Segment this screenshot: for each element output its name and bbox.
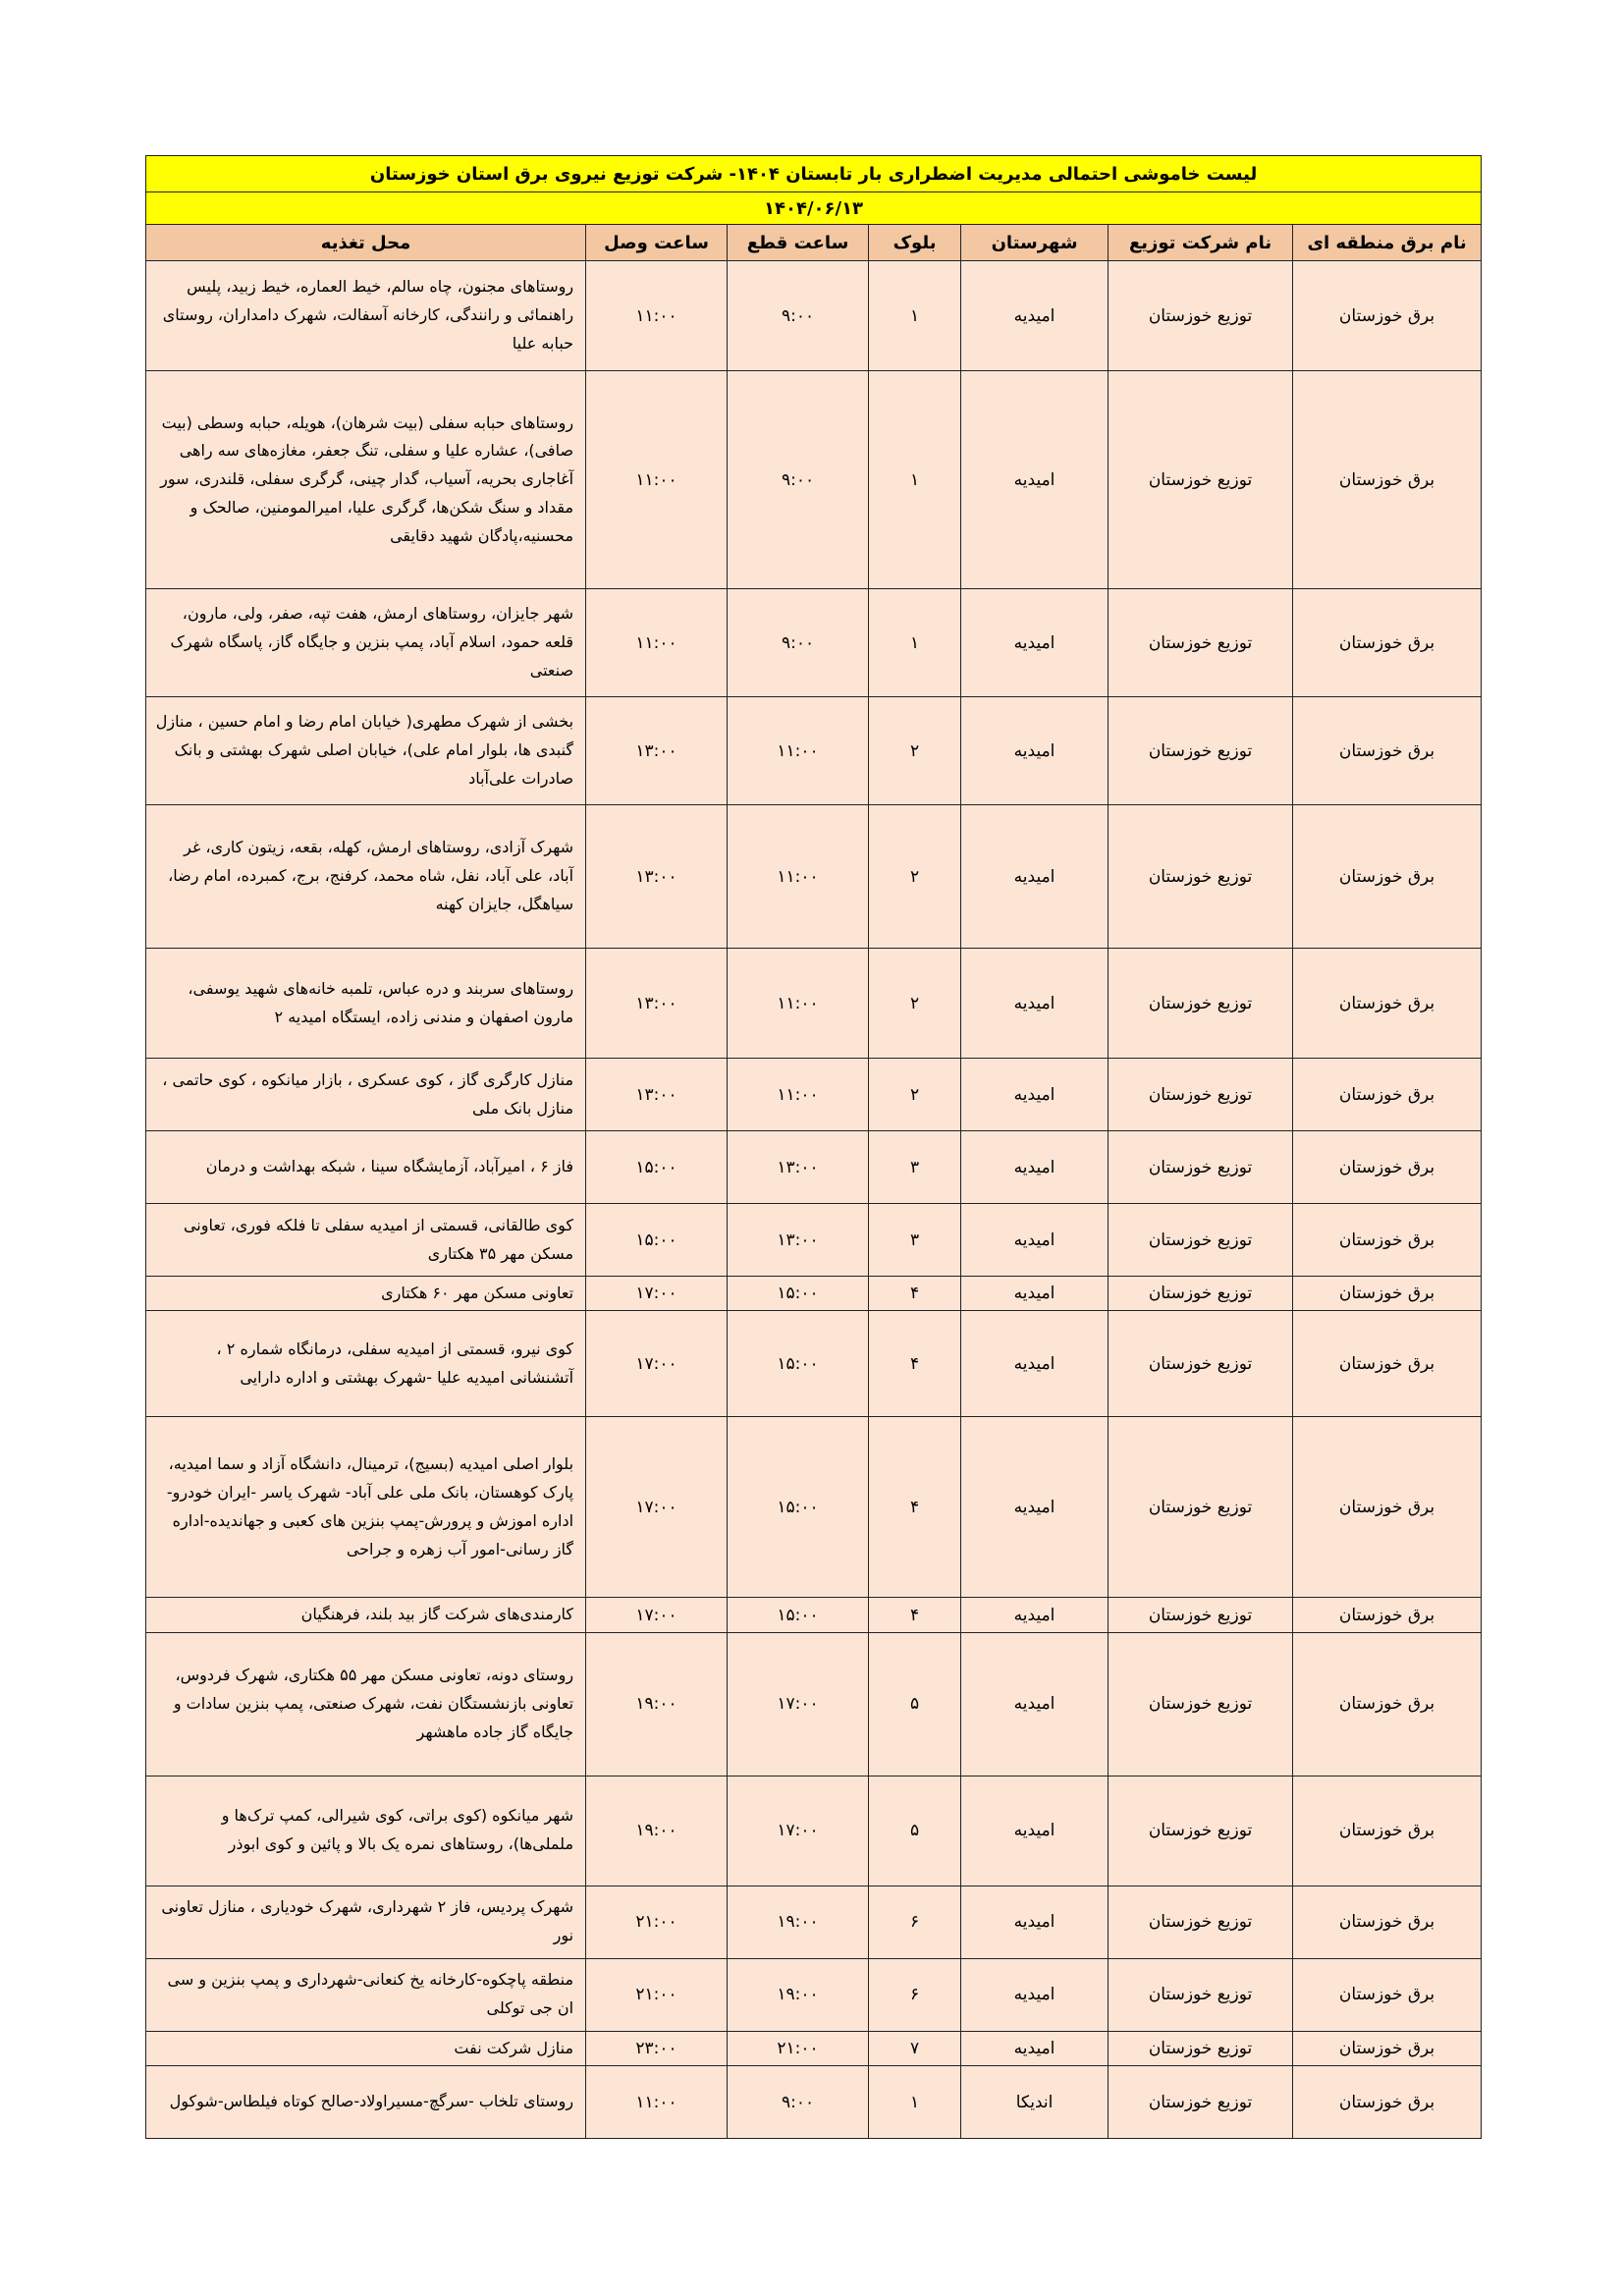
table-row — [146, 2031, 1482, 2065]
table-row — [146, 1311, 1482, 1417]
table-row — [146, 1776, 1482, 1886]
cell-region: برق خوزستان — [1293, 371, 1482, 589]
cell-connect: ۱۱:۰۰ — [586, 261, 728, 371]
cell-cut: ۱۷:۰۰ — [728, 1776, 869, 1886]
cell-city: امیدیه — [961, 1886, 1109, 1958]
cell-region: برق خوزستان — [1293, 697, 1482, 805]
cell-region: برق خوزستان — [1293, 1059, 1482, 1131]
cell-city: امیدیه — [961, 1417, 1109, 1598]
cell-location: منازل کارگری گاز ، کوی عسکری ، بازار میانکوه ، کوی حاتمی ، منازل بانک ملی — [146, 1059, 586, 1131]
cell-connect: ۱۱:۰۰ — [586, 589, 728, 697]
cell-company: توزیع خوزستان — [1109, 949, 1293, 1059]
table-date: ۱۴۰۴/۰۶/۱۳ — [146, 192, 1482, 225]
cell-region: برق خوزستان — [1293, 949, 1482, 1059]
cell-block: ۱ — [869, 261, 961, 371]
cell-region: برق خوزستان — [1293, 2066, 1482, 2139]
cell-block: ۱ — [869, 371, 961, 589]
cell-cut: ۱۵:۰۰ — [728, 1598, 869, 1632]
cell-location: منطقه پاچکوه-کارخانه یخ کنعانی-شهرداری و پمپ بنزین و سی ان جی توکلی — [146, 1958, 586, 2031]
cell-connect: ۱۷:۰۰ — [586, 1277, 728, 1311]
cell-cut: ۱۵:۰۰ — [728, 1417, 869, 1598]
table-row — [146, 2066, 1482, 2139]
cell-company: توزیع خوزستان — [1109, 1311, 1293, 1417]
cell-city: امیدیه — [961, 2031, 1109, 2065]
cell-city: امیدیه — [961, 1958, 1109, 2031]
cell-region: برق خوزستان — [1293, 1598, 1482, 1632]
cell-block: ۴ — [869, 1277, 961, 1311]
cell-block: ۲ — [869, 697, 961, 805]
cell-cut: ۲۱:۰۰ — [728, 2031, 869, 2065]
cell-block: ۳ — [869, 1204, 961, 1277]
table-row — [146, 261, 1482, 371]
cell-block: ۵ — [869, 1632, 961, 1776]
cell-city: امیدیه — [961, 1059, 1109, 1131]
cell-cut: ۹:۰۰ — [728, 371, 869, 589]
header-block: بلوک — [869, 225, 961, 261]
cell-cut: ۹:۰۰ — [728, 2066, 869, 2139]
cell-block: ۳ — [869, 1131, 961, 1204]
cell-location: شهرک پردیس، فاز ۲ شهرداری، شهرک خودیاری ، منازل تعاونی نور — [146, 1886, 586, 1958]
table-row — [146, 1598, 1482, 1632]
cell-company: توزیع خوزستان — [1109, 1277, 1293, 1311]
cell-region: برق خوزستان — [1293, 589, 1482, 697]
cell-block: ۲ — [869, 1059, 961, 1131]
cell-cut: ۹:۰۰ — [728, 589, 869, 697]
cell-connect: ۲۳:۰۰ — [586, 2031, 728, 2065]
cell-company: توزیع خوزستان — [1109, 697, 1293, 805]
cell-region: برق خوزستان — [1293, 805, 1482, 949]
cell-cut: ۱۱:۰۰ — [728, 949, 869, 1059]
cell-city: امیدیه — [961, 1632, 1109, 1776]
cell-cut: ۱۳:۰۰ — [728, 1131, 869, 1204]
cell-block: ۴ — [869, 1311, 961, 1417]
cell-region: برق خوزستان — [1293, 1632, 1482, 1776]
cell-company: توزیع خوزستان — [1109, 1958, 1293, 2031]
cell-block: ۱ — [869, 2066, 961, 2139]
cell-connect: ۱۳:۰۰ — [586, 949, 728, 1059]
cell-company: توزیع خوزستان — [1109, 371, 1293, 589]
cell-city: امیدیه — [961, 697, 1109, 805]
cell-location: شهر جایزان، روستاهای ارمش، هفت تپه، صفر، ولی، مارون، قلعه حمود، اسلام آباد، پمپ بنزین و جایگاه گاز، پاسگاه شهرک صنعتی — [146, 589, 586, 697]
cell-city: اندیکا — [961, 2066, 1109, 2139]
cell-connect: ۱۳:۰۰ — [586, 697, 728, 805]
cell-region: برق خوزستان — [1293, 1886, 1482, 1958]
cell-region: برق خوزستان — [1293, 1204, 1482, 1277]
cell-block: ۲ — [869, 949, 961, 1059]
cell-connect: ۱۳:۰۰ — [586, 1059, 728, 1131]
cell-region: برق خوزستان — [1293, 1958, 1482, 2031]
table-row — [146, 589, 1482, 697]
cell-company: توزیع خوزستان — [1109, 1776, 1293, 1886]
cell-city: امیدیه — [961, 589, 1109, 697]
cell-cut: ۱۱:۰۰ — [728, 697, 869, 805]
cell-block: ۴ — [869, 1417, 961, 1598]
cell-city: امیدیه — [961, 1131, 1109, 1204]
cell-location: روستاهای مجنون، چاه سالم، خیط العماره، خیط زبید، پلیس راهنمائی و رانندگی، کارخانه آسفالت، شهرک دامداران، روستای حبابه علیا — [146, 261, 586, 371]
cell-company: توزیع خوزستان — [1109, 1204, 1293, 1277]
cell-city: امیدیه — [961, 371, 1109, 589]
cell-cut: ۱۱:۰۰ — [728, 805, 869, 949]
cell-city: امیدیه — [961, 1776, 1109, 1886]
cell-city: امیدیه — [961, 805, 1109, 949]
cell-city: امیدیه — [961, 1598, 1109, 1632]
cell-block: ۱ — [869, 589, 961, 697]
cell-block: ۲ — [869, 805, 961, 949]
cell-city: امیدیه — [961, 1204, 1109, 1277]
cell-company: توزیع خوزستان — [1109, 1886, 1293, 1958]
cell-connect: ۱۱:۰۰ — [586, 2066, 728, 2139]
cell-connect: ۱۱:۰۰ — [586, 371, 728, 589]
cell-region: برق خوزستان — [1293, 1277, 1482, 1311]
cell-connect: ۲۱:۰۰ — [586, 1958, 728, 2031]
table-row — [146, 1632, 1482, 1776]
cell-connect: ۱۹:۰۰ — [586, 1776, 728, 1886]
cell-location: روستاهای سربند و دره عباس، تلمبه خانه‌های شهید یوسفی، مارون اصفهان و مندنی زاده، ایستگاه امیدیه ۲ — [146, 949, 586, 1059]
cell-city: امیدیه — [961, 1277, 1109, 1311]
cell-company: توزیع خوزستان — [1109, 1059, 1293, 1131]
cell-region: برق خوزستان — [1293, 1131, 1482, 1204]
cell-block: ۶ — [869, 1958, 961, 2031]
cell-cut: ۱۱:۰۰ — [728, 1059, 869, 1131]
header-cut: ساعت قطع — [728, 225, 869, 261]
header-city: شهرستان — [961, 225, 1109, 261]
header-location: محل تغذیه — [146, 225, 586, 261]
cell-location: روستای تلخاب -سرگچ-مسیراولاد-صالح کوتاه فیلطاس-شوکول — [146, 2066, 586, 2139]
cell-cut: ۱۹:۰۰ — [728, 1958, 869, 2031]
cell-company: توزیع خوزستان — [1109, 589, 1293, 697]
table-row — [146, 1958, 1482, 2031]
cell-location: تعاونی مسکن مهر ۶۰ هکتاری — [146, 1277, 586, 1311]
cell-connect: ۱۵:۰۰ — [586, 1204, 728, 1277]
cell-location: روستاهای حبابه سفلی (بیت شرهان)، هویله، حبابه وسطی (بیت صافی)، عشاره علیا و سفلی، تنگ جعفر، مغازه‌های سه راهی آغاجاری بحریه، آسیاب، گدار چینی، گرگری سفلی، قلندری، سور مقداد و سنگ شکن‌ها، گرگری علیا، امیرالمومنین، صالحک و محسنیه،پادگان شهید دقایقی — [146, 371, 586, 589]
cell-location: روستای دونه، تعاونی مسکن مهر ۵۵ هکتاری، شهرک فردوس، تعاونی بازنشستگان نفت، شهرک صنعتی، پمپ بنزین سادات و جایگاه گاز جاده ماهشهر — [146, 1632, 586, 1776]
table-row — [146, 1059, 1482, 1131]
cell-location: کوی نیرو، قسمتی از امیدیه سفلی، درمانگاه شماره ۲ ، آتشنشانی امیدیه علیا -شهرک بهشتی و اداره دارایی — [146, 1311, 586, 1417]
cell-region: برق خوزستان — [1293, 2031, 1482, 2065]
table-title: لیست خاموشی احتمالی مدیریت اضطراری بار تابستان ۱۴۰۴- شرکت توزیع نیروی برق استان خوزستان — [146, 156, 1482, 192]
cell-company: توزیع خوزستان — [1109, 1632, 1293, 1776]
cell-region: برق خوزستان — [1293, 261, 1482, 371]
cell-region: برق خوزستان — [1293, 1776, 1482, 1886]
cell-connect: ۱۷:۰۰ — [586, 1311, 728, 1417]
cell-region: برق خوزستان — [1293, 1417, 1482, 1598]
cell-region: برق خوزستان — [1293, 1311, 1482, 1417]
cell-block: ۶ — [869, 1886, 961, 1958]
cell-location: کارمندی‌های شرکت گاز بید بلند، فرهنگیان — [146, 1598, 586, 1632]
table-row — [146, 1204, 1482, 1277]
cell-block: ۵ — [869, 1776, 961, 1886]
table-row — [146, 1277, 1482, 1311]
cell-connect: ۱۵:۰۰ — [586, 1131, 728, 1204]
cell-company: توزیع خوزستان — [1109, 1598, 1293, 1632]
cell-location: فاز ۶ ، امیرآباد، آزمایشگاه سینا ، شبکه بهداشت و درمان — [146, 1131, 586, 1204]
table-row — [146, 805, 1482, 949]
cell-city: امیدیه — [961, 949, 1109, 1059]
header-region: نام برق منطقه ای — [1293, 225, 1482, 261]
cell-cut: ۹:۰۰ — [728, 261, 869, 371]
cell-block: ۴ — [869, 1598, 961, 1632]
cell-location: شهر میانکوه (کوی براتی، کوی شیرالی، کمپ ترک‌ها و ململی‌ها)، روستاهای نمره یک بالا و پائین و کوی ابوذر — [146, 1776, 586, 1886]
cell-location: شهرک آزادی، روستاهای ارمش، کهله، بقعه، زیتون کاری، غر آباد، علی آباد، نفل، شاه محمد، کرفنج، برج، کمبرده، امام رضا، سیاهگل، جایزان کهنه — [146, 805, 586, 949]
cell-city: امیدیه — [961, 261, 1109, 371]
cell-company: توزیع خوزستان — [1109, 261, 1293, 371]
header-connect: ساعت وصل — [586, 225, 728, 261]
cell-block: ۷ — [869, 2031, 961, 2065]
table-row — [146, 1131, 1482, 1204]
cell-connect: ۲۱:۰۰ — [586, 1886, 728, 1958]
cell-company: توزیع خوزستان — [1109, 2031, 1293, 2065]
outage-table — [145, 155, 1482, 2139]
cell-cut: ۱۹:۰۰ — [728, 1886, 869, 1958]
header-company: نام شرکت توزیع — [1109, 225, 1293, 261]
cell-location: بلوار اصلی امیدیه (بسیج)، ترمینال، دانشگاه آزاد و سما امیدیه، پارک کوهستان، بانک ملی علی آباد- شهرک یاسر -ایران خودرو-اداره اموزش و پرورش-پمپ بنزین های کعبی و جهاندیده-اداره گاز رسانی-امور آب زهره و جراحی — [146, 1417, 586, 1598]
cell-company: توزیع خوزستان — [1109, 1131, 1293, 1204]
cell-cut: ۱۳:۰۰ — [728, 1204, 869, 1277]
cell-connect: ۱۳:۰۰ — [586, 805, 728, 949]
table-row — [146, 949, 1482, 1059]
table-row — [146, 1886, 1482, 1958]
cell-cut: ۱۵:۰۰ — [728, 1277, 869, 1311]
cell-company: توزیع خوزستان — [1109, 2066, 1293, 2139]
cell-city: امیدیه — [961, 1311, 1109, 1417]
cell-company: توزیع خوزستان — [1109, 805, 1293, 949]
cell-company: توزیع خوزستان — [1109, 1417, 1293, 1598]
header-row — [146, 225, 1482, 261]
table-row — [146, 1417, 1482, 1598]
cell-location: بخشی از شهرک مطهری( خیابان امام رضا و امام حسین ، منازل گنبدی ها، بلوار امام علی)، خیابان اصلی شهرک بهشتی و بانک صادرات علی‌آباد — [146, 697, 586, 805]
cell-cut: ۱۷:۰۰ — [728, 1632, 869, 1776]
cell-connect: ۱۷:۰۰ — [586, 1417, 728, 1598]
table-row — [146, 371, 1482, 589]
cell-location: کوی طالقانی، قسمتی از امیدیه سفلی تا فلکه فوری، تعاونی مسکن مهر ۳۵ هکتاری — [146, 1204, 586, 1277]
cell-cut: ۱۵:۰۰ — [728, 1311, 869, 1417]
cell-location: منازل شرکت نفت — [146, 2031, 586, 2065]
schedule-sheet — [145, 155, 1481, 2139]
table-row — [146, 697, 1482, 805]
cell-connect: ۱۷:۰۰ — [586, 1598, 728, 1632]
cell-connect: ۱۹:۰۰ — [586, 1632, 728, 1776]
